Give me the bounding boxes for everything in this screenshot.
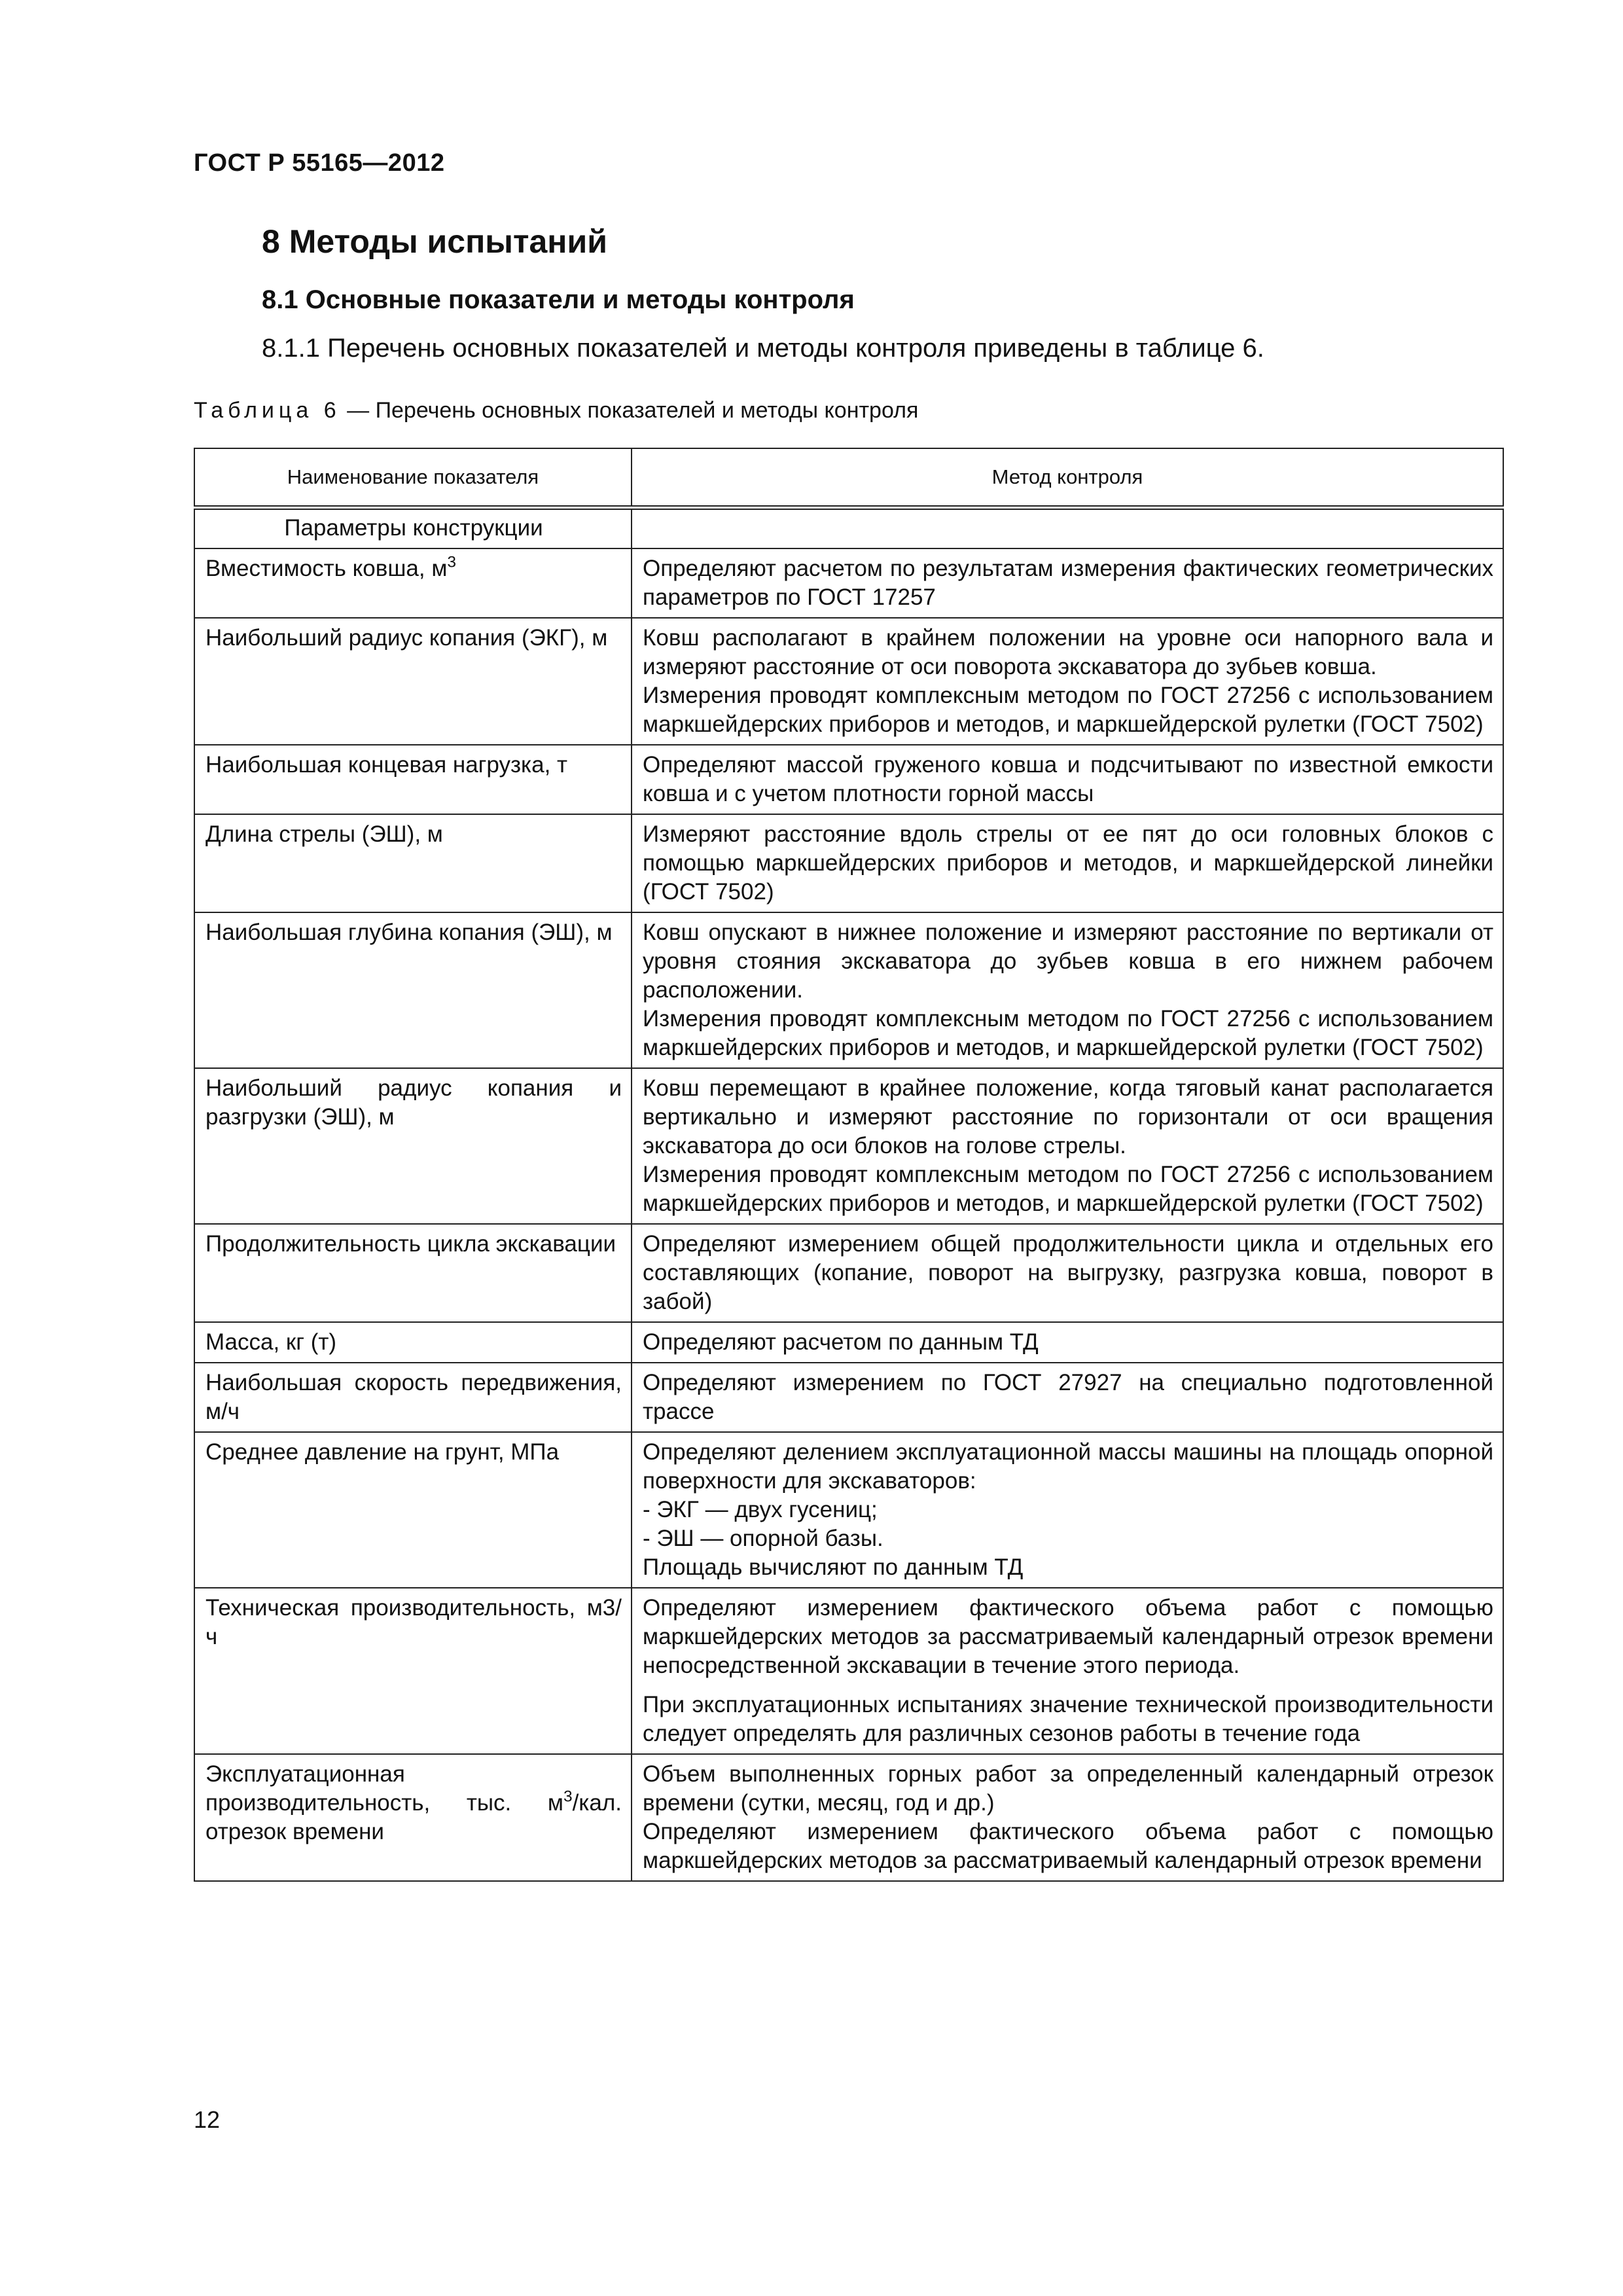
header-indicator-name: Наименование показателя — [194, 448, 632, 508]
indicator-name: Вместимость ковша, м — [205, 556, 448, 581]
control-method-line: Определяют измерением по ГОСТ 27927 на специально подготовленной трассе — [643, 1370, 1493, 1424]
indicator-name-cell — [194, 548, 632, 618]
indicator-name: Наибольшая скорость передвижения, м/ч — [205, 1370, 622, 1424]
indicator-name-cell — [194, 1068, 632, 1224]
table-row — [194, 1588, 1503, 1754]
indicator-name-tail: /кал. отрезок времени — [205, 1790, 622, 1844]
control-method-cell — [632, 1588, 1503, 1754]
group-empty-cell — [632, 508, 1503, 549]
control-method-line: Определяют измерением общей продолжительности цикла и отдельных его составляющих (копание, поворот на выгрузку, разгрузка ковша, поворот в забой) — [643, 1231, 1493, 1314]
table-caption-label: Таблица 6 — [194, 398, 341, 423]
control-method-line: При эксплуатационных испытаниях значение технической производительности следует определять для различных сезонов работы в течение года — [643, 1692, 1493, 1746]
table-row — [194, 1322, 1503, 1363]
table-row — [194, 548, 1503, 618]
indicator-name-cell — [194, 745, 632, 814]
control-method-cell — [632, 745, 1503, 814]
indicator-name: Наибольший радиус копания (ЭКГ), м — [205, 625, 608, 651]
control-method-line: Определяют измерением фактического объема работ с помощью маркшейдерских методов за рассматриваемый календарный отрезок времени — [643, 1819, 1493, 1873]
table-row — [194, 1224, 1503, 1322]
control-method-line: Площадь вычисляют по данным ТД — [643, 1554, 1024, 1580]
control-method-line: Определяют расчетом по результатам измерения фактических геометрических параметров по ГОСТ 17257 — [643, 556, 1493, 610]
control-method-line: - ЭКГ — двух гусениц; — [643, 1497, 878, 1522]
intro-paragraph: 8.1.1 Перечень основных показателей и методы контроля приведены в таблице 6. — [262, 334, 1264, 363]
unit-superscript: 3 — [447, 553, 457, 571]
control-method-cell — [632, 1068, 1503, 1224]
table-caption — [194, 398, 918, 423]
table-row — [194, 912, 1503, 1068]
indicator-name-cell — [194, 814, 632, 912]
paragraph-gap — [643, 1680, 1493, 1691]
table-row — [194, 745, 1503, 814]
group-label: Параметры конструкции — [194, 508, 632, 549]
control-method-line: Ковш опускают в нижнее положение и измеряют расстояние по вертикали от уровня стояния экскаватора до зубьев ковша в его нижнем рабочем расположении. — [643, 920, 1493, 1003]
document-code: ГОСТ Р 55165—2012 — [194, 149, 445, 177]
table-row — [194, 618, 1503, 745]
indicator-name-cell — [194, 1588, 632, 1754]
control-method-line: Определяют массой груженого ковша и подсчитывают по известной емкости ковша и с учетом плотности горной массы — [643, 752, 1493, 806]
indicator-name-cell — [194, 912, 632, 1068]
indicator-name-cell — [194, 1224, 632, 1322]
indicators-table — [194, 448, 1504, 1882]
control-method-cell — [632, 1432, 1503, 1588]
indicator-name-cell — [194, 1322, 632, 1363]
control-method-cell — [632, 1363, 1503, 1432]
control-method-cell — [632, 548, 1503, 618]
control-method-line: Определяют делением эксплуатационной массы машины на площадь опорной поверхности для экскаваторов: — [643, 1439, 1493, 1494]
page-number: 12 — [194, 2106, 221, 2133]
table-row — [194, 1068, 1503, 1224]
indicator-name: Среднее давление на грунт, МПа — [205, 1439, 560, 1465]
indicator-name-cell — [194, 1432, 632, 1588]
control-method-cell — [632, 814, 1503, 912]
control-method-line: Определяют расчетом по данным ТД — [643, 1329, 1039, 1355]
unit-superscript: 3 — [563, 1787, 573, 1806]
subsection-title: 8.1 Основные показатели и методы контроля — [262, 285, 855, 314]
indicator-name: Наибольший радиус копания и разгрузки (ЭШ), м — [205, 1075, 622, 1130]
header-control-method: Метод контроля — [632, 448, 1503, 508]
control-method-line: Определяют измерением фактического объема работ с помощью маркшейдерских методов за рассматриваемый календарный отрезок времени непосредственной экскавации в течение этого периода. — [643, 1595, 1493, 1678]
table-body — [194, 508, 1503, 1882]
indicator-name: Продолжительность цикла экскавации — [205, 1231, 616, 1257]
indicator-name: Длина стрелы (ЭШ), м — [205, 821, 443, 847]
control-method-line: Объем выполненных горных работ за определенный календарный отрезок времени (сутки, месяц, год и др.) — [643, 1761, 1493, 1816]
indicator-name-cell — [194, 1754, 632, 1881]
indicator-name: Наибольшая глубина копания (ЭШ), м — [205, 920, 613, 945]
indicator-name: Техническая производительность, м3/ч — [205, 1595, 622, 1649]
control-method-line: Измерения проводят комплексным методом по ГОСТ 27256 с использованием маркшейдерских приборов и методов, и маркшейдерской рулетки (ГОСТ 7502) — [643, 1162, 1493, 1216]
control-method-cell — [632, 912, 1503, 1068]
control-method-line: Измерения проводят комплексным методом по ГОСТ 27256 с использованием маркшейдерских приборов и методов, и маркшейдерской рулетки (ГОСТ 7502) — [643, 1006, 1493, 1060]
control-method-line: Измерения проводят комплексным методом по ГОСТ 27256 с использованием маркшейдерских приборов и методов, и маркшейдерской рулетки (ГОСТ 7502) — [643, 683, 1493, 737]
control-method-cell — [632, 1224, 1503, 1322]
table-row — [194, 814, 1503, 912]
control-method-cell — [632, 1322, 1503, 1363]
indicator-name: Наибольшая концевая нагрузка, т — [205, 752, 568, 778]
section-title: 8 Методы испытаний — [262, 223, 607, 260]
control-method-line: Ковш перемещают в крайнее положение, когда тяговый канат располагается вертикально и измеряют расстояние по горизонтали от оси вращения экскаватора до оси блоков на голове стрелы. — [643, 1075, 1493, 1158]
table-row — [194, 1363, 1503, 1432]
indicator-name-cell — [194, 618, 632, 745]
table-header-row — [194, 448, 1503, 508]
table-group-row — [194, 508, 1503, 549]
control-method-cell — [632, 618, 1503, 745]
indicator-name: Масса, кг (т) — [205, 1329, 337, 1355]
control-method-line: Измеряют расстояние вдоль стрелы от ее пят до оси головных блоков с помощью маркшейдерских приборов и методов, и маркшейдерской линейки (ГОСТ 7502) — [643, 821, 1493, 905]
indicator-name-cell — [194, 1363, 632, 1432]
control-method-line: Ковш располагают в крайнем положении на уровне оси напорного вала и измеряют расстояние от оси поворота экскаватора до зубьев ковша. — [643, 625, 1493, 679]
table-caption-dash: — — [340, 398, 376, 423]
table-row — [194, 1754, 1503, 1881]
indicator-name: Эксплуатационная производительность, тыс. м — [205, 1761, 563, 1816]
table-caption-text: Перечень основных показателей и методы контроля — [375, 398, 919, 423]
control-method-line: - ЭШ — опорной базы. — [643, 1526, 883, 1551]
control-method-cell — [632, 1754, 1503, 1881]
table-row — [194, 1432, 1503, 1588]
